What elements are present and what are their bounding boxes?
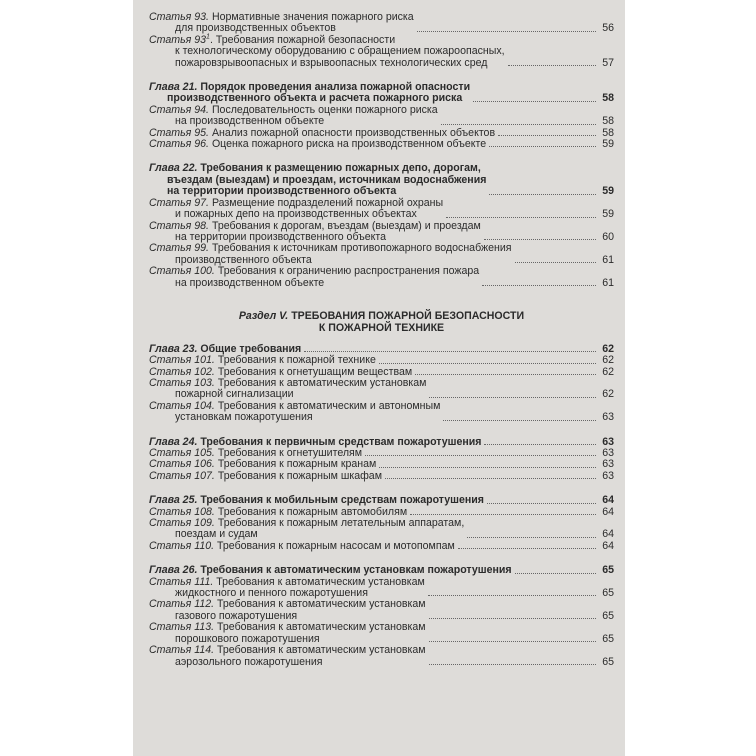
article-label: Статья 106.	[149, 458, 215, 471]
toc-article-entry[interactable]	[149, 401, 614, 424]
entry-title	[149, 541, 455, 552]
dot-leader	[429, 618, 596, 619]
toc-article-entry[interactable]	[149, 198, 614, 221]
dot-leader	[515, 573, 596, 574]
article-label: Статья 97.	[149, 196, 209, 209]
page-number: 64	[602, 505, 614, 518]
entry-title-line: Требования к ограничению распространения пожара	[217, 265, 480, 278]
entry-title-line: Требования к мобильным средствам пожаротушения	[200, 494, 484, 507]
entry-title	[149, 82, 470, 105]
section-heading-line	[149, 310, 614, 322]
page-number: 58	[602, 92, 614, 105]
entry-title-line: Анализ пожарной опасности производственных объектов	[211, 126, 496, 139]
article-label: Статья 93.	[149, 11, 209, 23]
article-label: Статья 104.	[149, 399, 215, 412]
article-label: Статья 109.	[149, 517, 215, 530]
page-number: 60	[602, 230, 614, 243]
article-label: Статья 96.	[149, 138, 209, 151]
entry-title-line: производственного объекта и расчета пожарного риска	[167, 92, 463, 105]
article-label: Статья 102.	[149, 365, 215, 378]
entry-title-line: Требования к огнетушителям	[217, 447, 363, 459]
entry-title-line: Оценка пожарного риска на производственном объекте	[211, 138, 487, 151]
toc-article-entry[interactable]	[149, 518, 614, 541]
entry-title-line: установкам пожаротушения	[175, 411, 313, 424]
page-number: 62	[602, 365, 614, 378]
entry-title-line: Порядок проведения анализа пожарной опасности	[200, 81, 471, 94]
table-of-contents	[149, 12, 614, 668]
entry-title-line: Требования к первичным средствам пожаротушения	[200, 435, 482, 448]
page-number: 63	[602, 447, 614, 459]
entry-title-line: жидкостного и пенного пожаротушения	[175, 587, 368, 600]
entry-title	[149, 221, 481, 244]
section-heading-line	[149, 322, 614, 334]
page-number: 65	[602, 564, 614, 577]
entry-title-line: Требования к автоматическим установкам	[217, 376, 427, 389]
entry-title-line: Требования к пожарной технике	[217, 354, 376, 367]
entry-title-line: Требования к автоматическим установкам	[217, 598, 426, 611]
page-number: 65	[602, 632, 614, 645]
toc-article-entry[interactable]	[149, 105, 614, 128]
toc-article-entry[interactable]	[149, 266, 614, 289]
page-number: 65	[602, 609, 614, 622]
dot-leader	[484, 444, 596, 445]
entry-title-line: для производственных объектов	[175, 22, 336, 35]
entry-title-line: газового пожаротушения	[175, 609, 298, 622]
entry-title-line: производственного объекта	[175, 253, 312, 266]
dot-leader	[441, 124, 596, 125]
chapter-label: Глава 23.	[149, 342, 198, 355]
dot-leader	[429, 397, 596, 398]
page-number: 56	[602, 22, 614, 35]
chapter-label: Глава 21.	[149, 81, 198, 94]
entry-title	[149, 139, 486, 150]
entry-title	[149, 35, 505, 69]
entry-title	[149, 243, 512, 266]
dot-leader	[484, 239, 596, 240]
entry-title	[149, 378, 426, 401]
toc-article-entry[interactable]	[149, 139, 614, 150]
entry-title	[149, 471, 382, 482]
article-label: Статья 110.	[149, 539, 215, 552]
entry-title-line: Последовательность оценки пожарного риска	[211, 103, 438, 116]
chapter-label: Глава 24.	[149, 435, 198, 448]
article-label: Статья 108.	[149, 505, 215, 518]
toc-chapter-entry[interactable]	[149, 163, 614, 197]
entry-title-line: пожарной сигнализации	[175, 388, 294, 401]
toc-article-entry[interactable]	[149, 541, 614, 552]
article-label: Статья 107.	[149, 469, 215, 482]
entry-title	[149, 12, 414, 35]
toc-article-entry[interactable]	[149, 243, 614, 266]
dot-leader	[429, 664, 596, 665]
article-label: Статья 100.	[149, 265, 215, 278]
page-number: 63	[602, 458, 614, 471]
dot-leader	[458, 548, 596, 549]
entry-title-line: Требования к пожарным автомобилям	[217, 505, 408, 518]
article-label: Статья 103.	[149, 376, 215, 389]
entry-title	[149, 577, 425, 600]
entry-title-line: на производственном объекте	[175, 115, 325, 128]
page-number: 58	[602, 126, 614, 139]
dot-leader	[410, 514, 596, 515]
book-page	[133, 0, 625, 756]
entry-title-line: Размещение подразделений пожарной охраны	[211, 196, 444, 209]
section-heading	[149, 310, 614, 335]
dot-leader	[365, 455, 596, 456]
page-number: 64	[602, 539, 614, 552]
dot-leader	[498, 135, 596, 136]
dot-leader	[429, 641, 596, 642]
page-number: 61	[602, 276, 614, 289]
entry-title-line: Требования к пожарным насосам и мотопомпам	[217, 539, 455, 552]
entry-title	[149, 622, 426, 645]
article-label-superscript: 1	[206, 33, 210, 41]
page-number: 64	[602, 494, 614, 507]
entry-title-line: Требования к автоматическим установкам	[217, 644, 426, 657]
dot-leader	[304, 351, 596, 352]
article-label: Статья 105.	[149, 447, 215, 459]
entry-title-line: Требования к пожарным шкафам	[217, 469, 382, 482]
entry-title	[149, 645, 426, 668]
dot-leader	[379, 363, 596, 364]
toc-article-entry[interactable]	[149, 622, 614, 645]
page-number: 58	[602, 115, 614, 128]
page-number: 59	[602, 208, 614, 221]
entry-title-line: на территории производственного объекта	[167, 185, 397, 198]
page-number: 64	[602, 528, 614, 541]
dot-leader	[508, 65, 596, 66]
toc-article-entry[interactable]	[149, 645, 614, 668]
page-number: 63	[602, 435, 614, 448]
page-number: 65	[602, 655, 614, 668]
page-number: 65	[602, 587, 614, 600]
entry-title-line: . Требования пожарной безопасности	[209, 33, 396, 46]
entry-title-line: Требования к дорогам, въездам (выездам) и проездам	[211, 219, 481, 232]
entry-title	[149, 198, 443, 221]
dot-leader	[482, 285, 596, 286]
dot-leader	[487, 503, 596, 504]
article-label: Статья 94.	[149, 103, 209, 116]
chapter-label: Глава 22.	[149, 162, 198, 175]
page-number: 59	[602, 185, 614, 198]
entry-title-line: пожаровзрывоопасных и взрывоопасных технологических сред	[175, 56, 488, 69]
article-label: Статья 98.	[149, 219, 209, 232]
article-label: Статья 101.	[149, 354, 215, 367]
entry-title	[149, 599, 426, 622]
page-number: 57	[602, 56, 614, 69]
entry-title-line: поездам и судам	[175, 528, 258, 541]
entry-title	[149, 266, 479, 289]
dot-leader	[473, 101, 596, 102]
dot-leader	[379, 467, 596, 468]
entry-title-line: на территории производственного объекта	[175, 230, 387, 243]
toc-article-entry[interactable]	[149, 599, 614, 622]
chapter-label: Глава 25.	[149, 494, 198, 507]
entry-title-line: Общие требования	[200, 342, 302, 355]
dot-leader	[515, 262, 597, 263]
entry-title-line: Требования к автоматическим установкам	[216, 575, 425, 588]
toc-article-entry[interactable]	[149, 12, 614, 35]
page-number: 63	[602, 411, 614, 424]
dot-leader	[489, 146, 596, 147]
dot-leader	[417, 31, 596, 32]
dot-leader	[415, 374, 596, 375]
entry-title-line: Требования к автоматическим установкам	[217, 621, 426, 634]
entry-title	[149, 163, 486, 197]
entry-title-line: и пожарных депо на производственных объектах	[175, 208, 417, 221]
toc-article-entry[interactable]	[149, 577, 614, 600]
toc-article-entry[interactable]	[149, 378, 614, 401]
article-label: Статья 112.	[149, 598, 215, 611]
section-title: К ПОЖАРНОЙ ТЕХНИКЕ	[318, 322, 445, 335]
page-number: 62	[602, 388, 614, 401]
entry-title-line: Требования к автоматическим установкам пожаротушения	[200, 564, 512, 577]
entry-title	[149, 518, 464, 541]
entry-title	[149, 401, 440, 424]
entry-title-line: Требования к пожарным кранам	[217, 458, 377, 471]
page-number: 62	[602, 354, 614, 367]
dot-leader	[467, 537, 596, 538]
entry-title-line: Требования к размещению пожарных депо, дорогам,	[200, 162, 481, 175]
article-label: Статья 113.	[149, 621, 215, 634]
article-label: Статья 93	[149, 33, 207, 46]
toc-chapter-entry[interactable]	[149, 82, 614, 105]
page-number: 61	[602, 253, 614, 266]
page-number: 63	[602, 469, 614, 482]
page-number: 62	[602, 342, 614, 355]
entry-title-line: Нормативные значения пожарного риска	[211, 11, 414, 23]
toc-article-entry[interactable]	[149, 35, 614, 69]
dot-leader	[489, 194, 596, 195]
entry-title-line: на производственном объекте	[175, 276, 325, 289]
entry-title-line: аэрозольного пожаротушения	[175, 655, 323, 668]
article-label: Статья 111.	[149, 575, 214, 588]
toc-article-entry[interactable]	[149, 471, 614, 482]
entry-title-line: въездам (выездам) и проездам, источникам водоснабжения	[167, 173, 487, 186]
entry-title-line: Требования к автоматическим и автономным	[217, 399, 441, 412]
entry-title-line: к технологическому оборудованию с обращением пожароопасных,	[175, 45, 505, 58]
section-title: ТРЕБОВАНИЯ ПОЖАРНОЙ БЕЗОПАСНОСТИ	[291, 309, 525, 322]
article-label: Статья 95.	[149, 126, 209, 139]
page-number: 59	[602, 138, 614, 151]
chapter-label: Глава 26.	[149, 564, 198, 577]
entry-title	[149, 105, 438, 128]
section-label: Раздел V.	[238, 309, 289, 322]
dot-leader	[385, 478, 596, 479]
dot-leader	[446, 217, 596, 218]
entry-title-line: Требования к источникам противопожарного водоснабжения	[211, 242, 512, 255]
article-label: Статья 114.	[149, 644, 215, 657]
dot-leader	[443, 420, 596, 421]
entry-title-line: порошкового пожаротушения	[175, 632, 320, 645]
article-label: Статья 99.	[149, 242, 209, 255]
toc-article-entry[interactable]	[149, 221, 614, 244]
dot-leader	[428, 595, 596, 596]
entry-title-line: Требования к огнетушащим веществам	[217, 365, 413, 378]
entry-title-line: Требования к пожарным летательным аппаратам,	[217, 517, 465, 530]
